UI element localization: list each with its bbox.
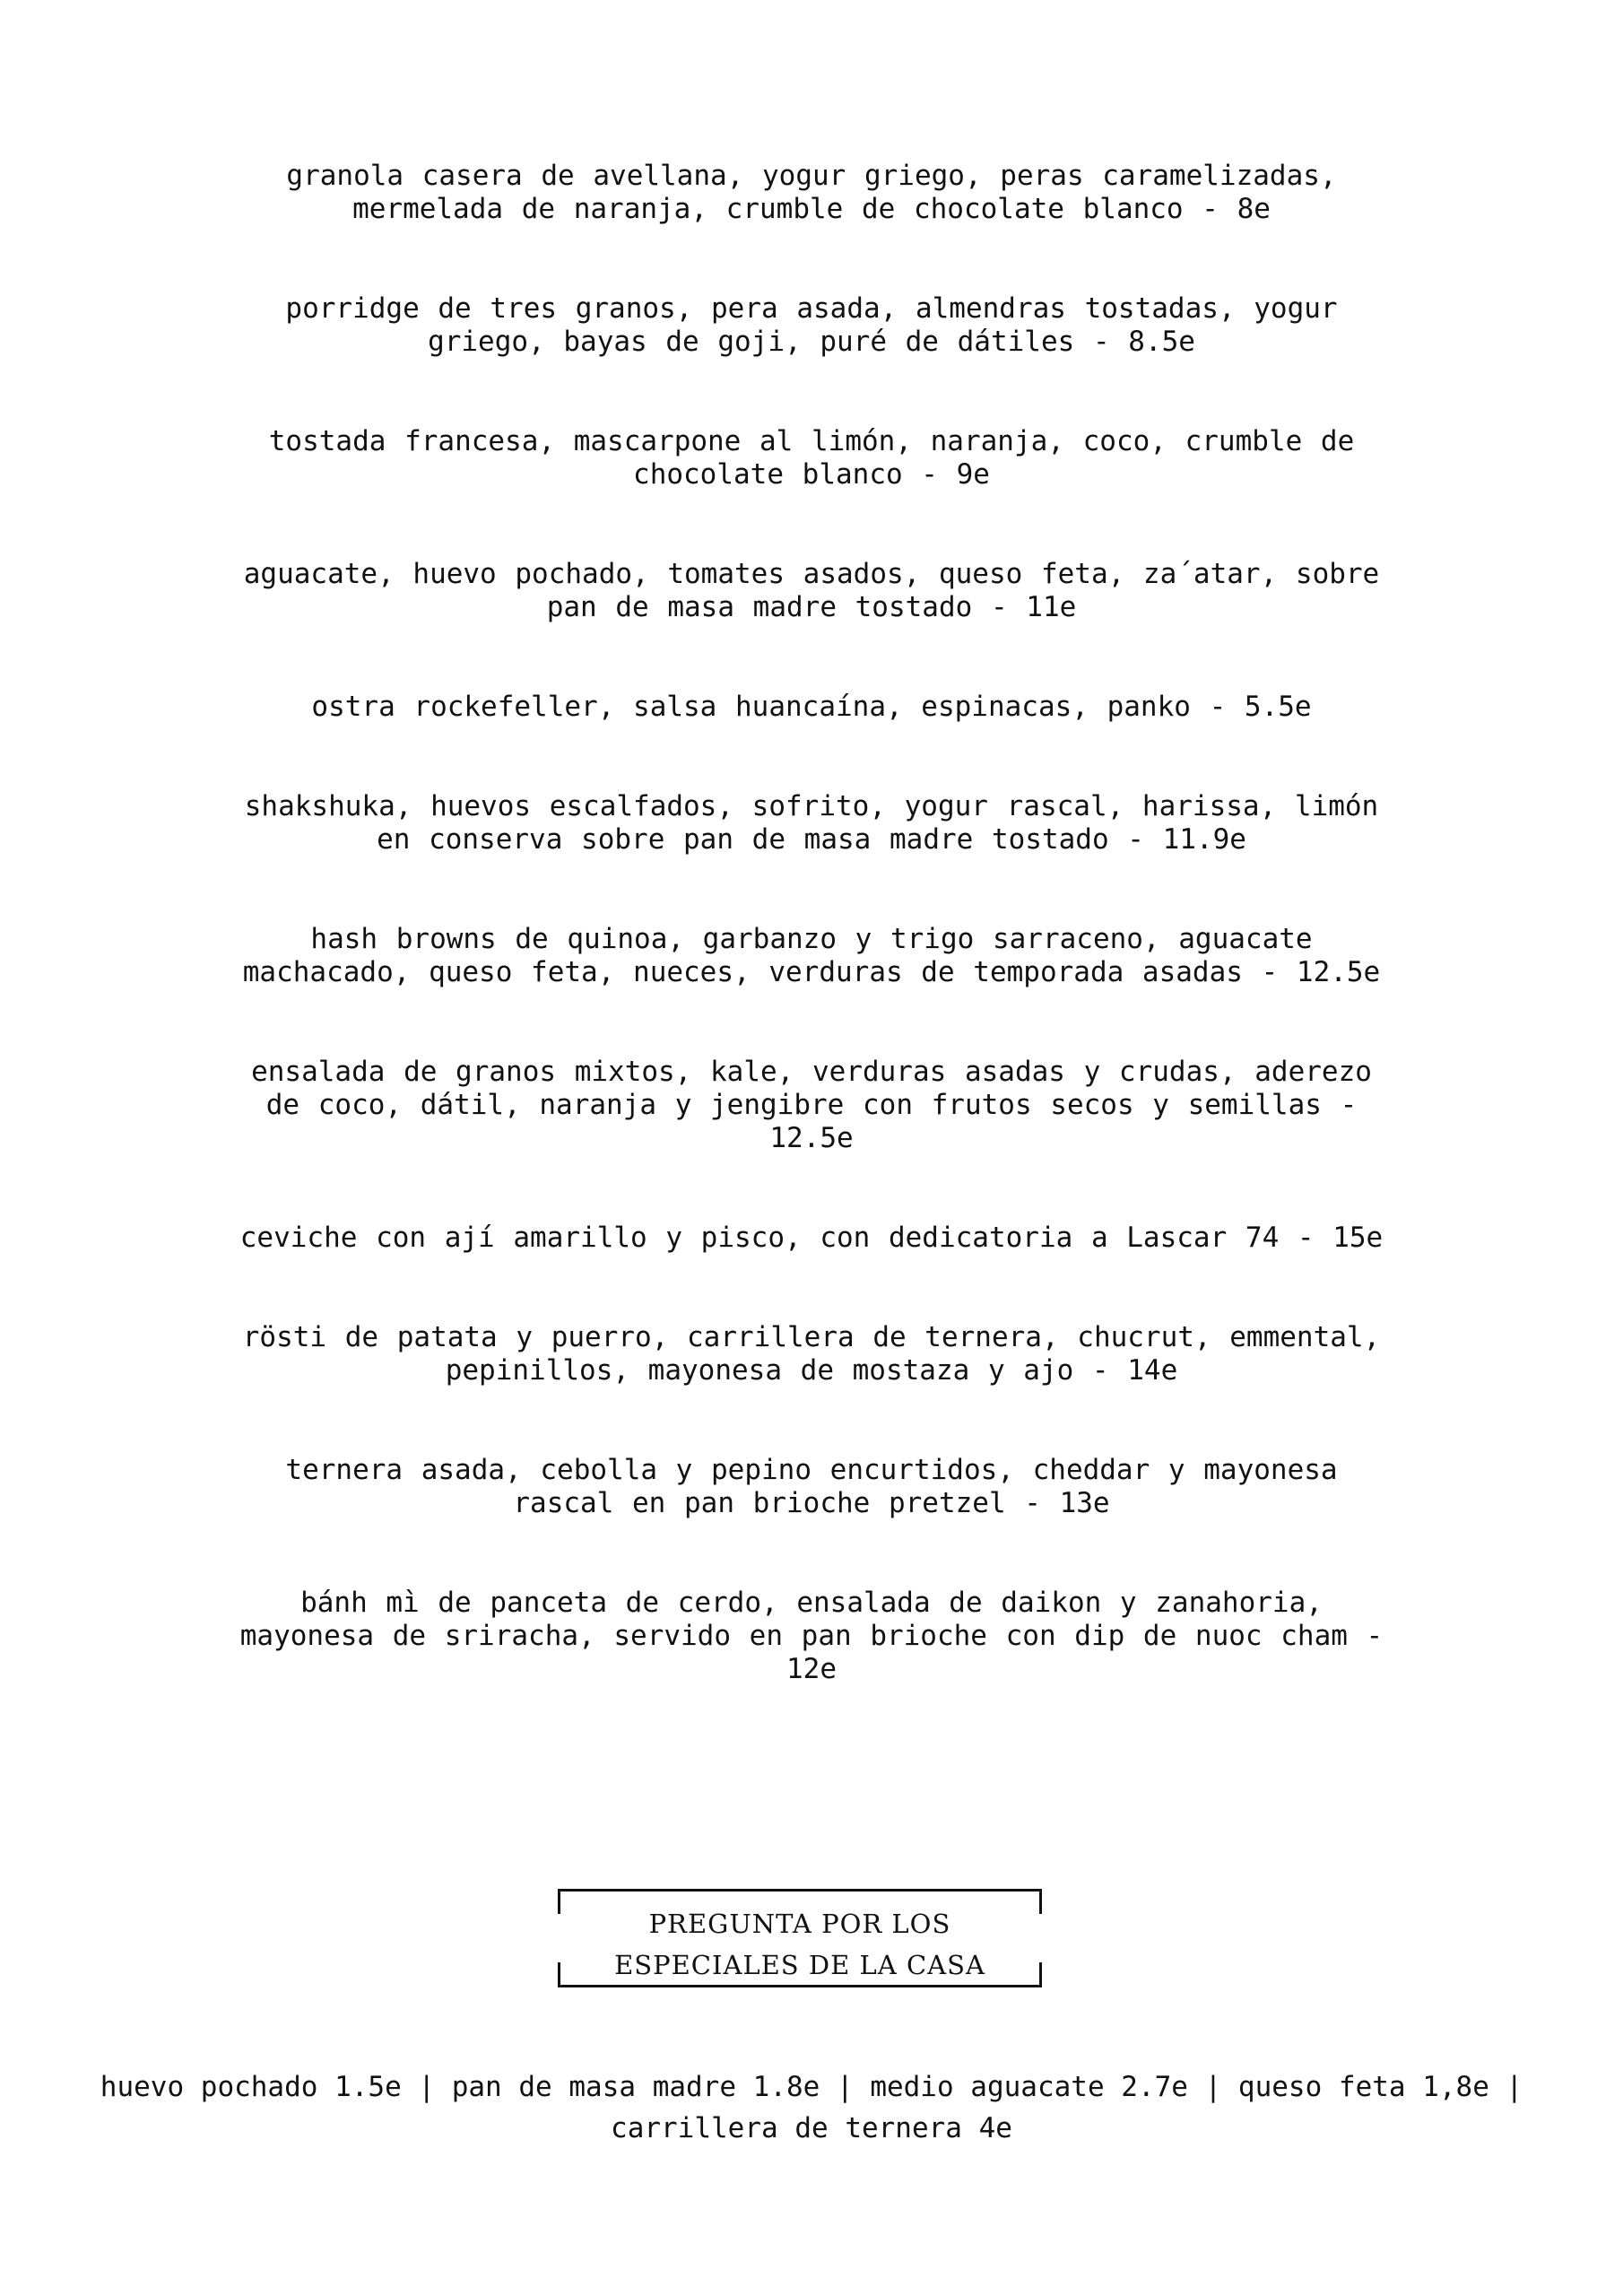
menu-item-porridge: porridge de tres granos, pera asada, almendras tostadas, yogur griego, bayas de goji, puré de dátiles - 8.5e xyxy=(285,292,1338,358)
menu-item-rosti: rösti de patata y puerro, carrillera de ternera, chucrut, emmental, pepinillos, mayonesa de mostaza y ajo - 14e xyxy=(242,1321,1381,1387)
extras-list xyxy=(54,2066,1569,2149)
menu-item-ensalada: ensalada de granos mixtos, kale, verduras asadas y crudas, aderezo de coco, dátil, naranja y jengibre con frutos secos y semillas - 12.5e xyxy=(251,1056,1372,1154)
menu-item-ceviche: ceviche con ají amarillo y pisco, con dedicatoria a Lascar 74 - 15e xyxy=(239,1222,1384,1254)
menu-item-banh-mi: bánh mì de panceta de cerdo, ensalada de daikon y zanahoria, mayonesa de sriracha, servido en pan brioche con dip de nuoc cham - 12e xyxy=(239,1587,1384,1685)
extras-line-2: carrillera de ternera 4e xyxy=(611,2112,1012,2144)
menu-item-granola: granola casera de avellana, yogur griego, peras caramelizadas, mermelada de naranja, crumble de chocolate blanco - 8e xyxy=(286,160,1337,225)
menu-item-shakshuka: shakshuka, huevos escalfados, sofrito, yogur rascal, harissa, limón en conserva sobre pan de masa madre tostado - 11.9e xyxy=(244,790,1379,856)
menu-item-ostra: ostra rockefeller, salsa huancaína, espinacas, panko - 5.5e xyxy=(311,691,1312,723)
extras-line-1: huevo pochado 1.5e | pan de masa madre 1.8e | medio aguacate 2.7e | queso feta 1,8e | xyxy=(100,2071,1523,2103)
menu-list xyxy=(229,160,1394,1752)
menu-item-ternera-asada: ternera asada, cebolla y pepino encurtidos, cheddar y mayonesa rascal en pan brioche pretzel - 13e xyxy=(285,1454,1338,1519)
specials-line-1: PREGUNTA POR LOS xyxy=(648,1909,951,1939)
specials-text xyxy=(558,1903,1042,1986)
specials-box xyxy=(558,1889,1042,1987)
specials-line-2: ESPECIALES DE LA CASA xyxy=(614,1950,985,1980)
menu-item-hash-browns: hash browns de quinoa, garbanzo y trigo sarraceno, aguacate machacado, queso feta, nueces, verduras de temporada asadas - 12.5e xyxy=(242,923,1381,988)
menu-item-aguacate: aguacate, huevo pochado, tomates asados, queso feta, za´atar, sobre pan de masa madre tostado - 11e xyxy=(243,558,1380,623)
menu-item-tostada-francesa: tostada francesa, mascarpone al limón, naranja, coco, crumble de chocolate blanco - 9e xyxy=(268,425,1355,491)
